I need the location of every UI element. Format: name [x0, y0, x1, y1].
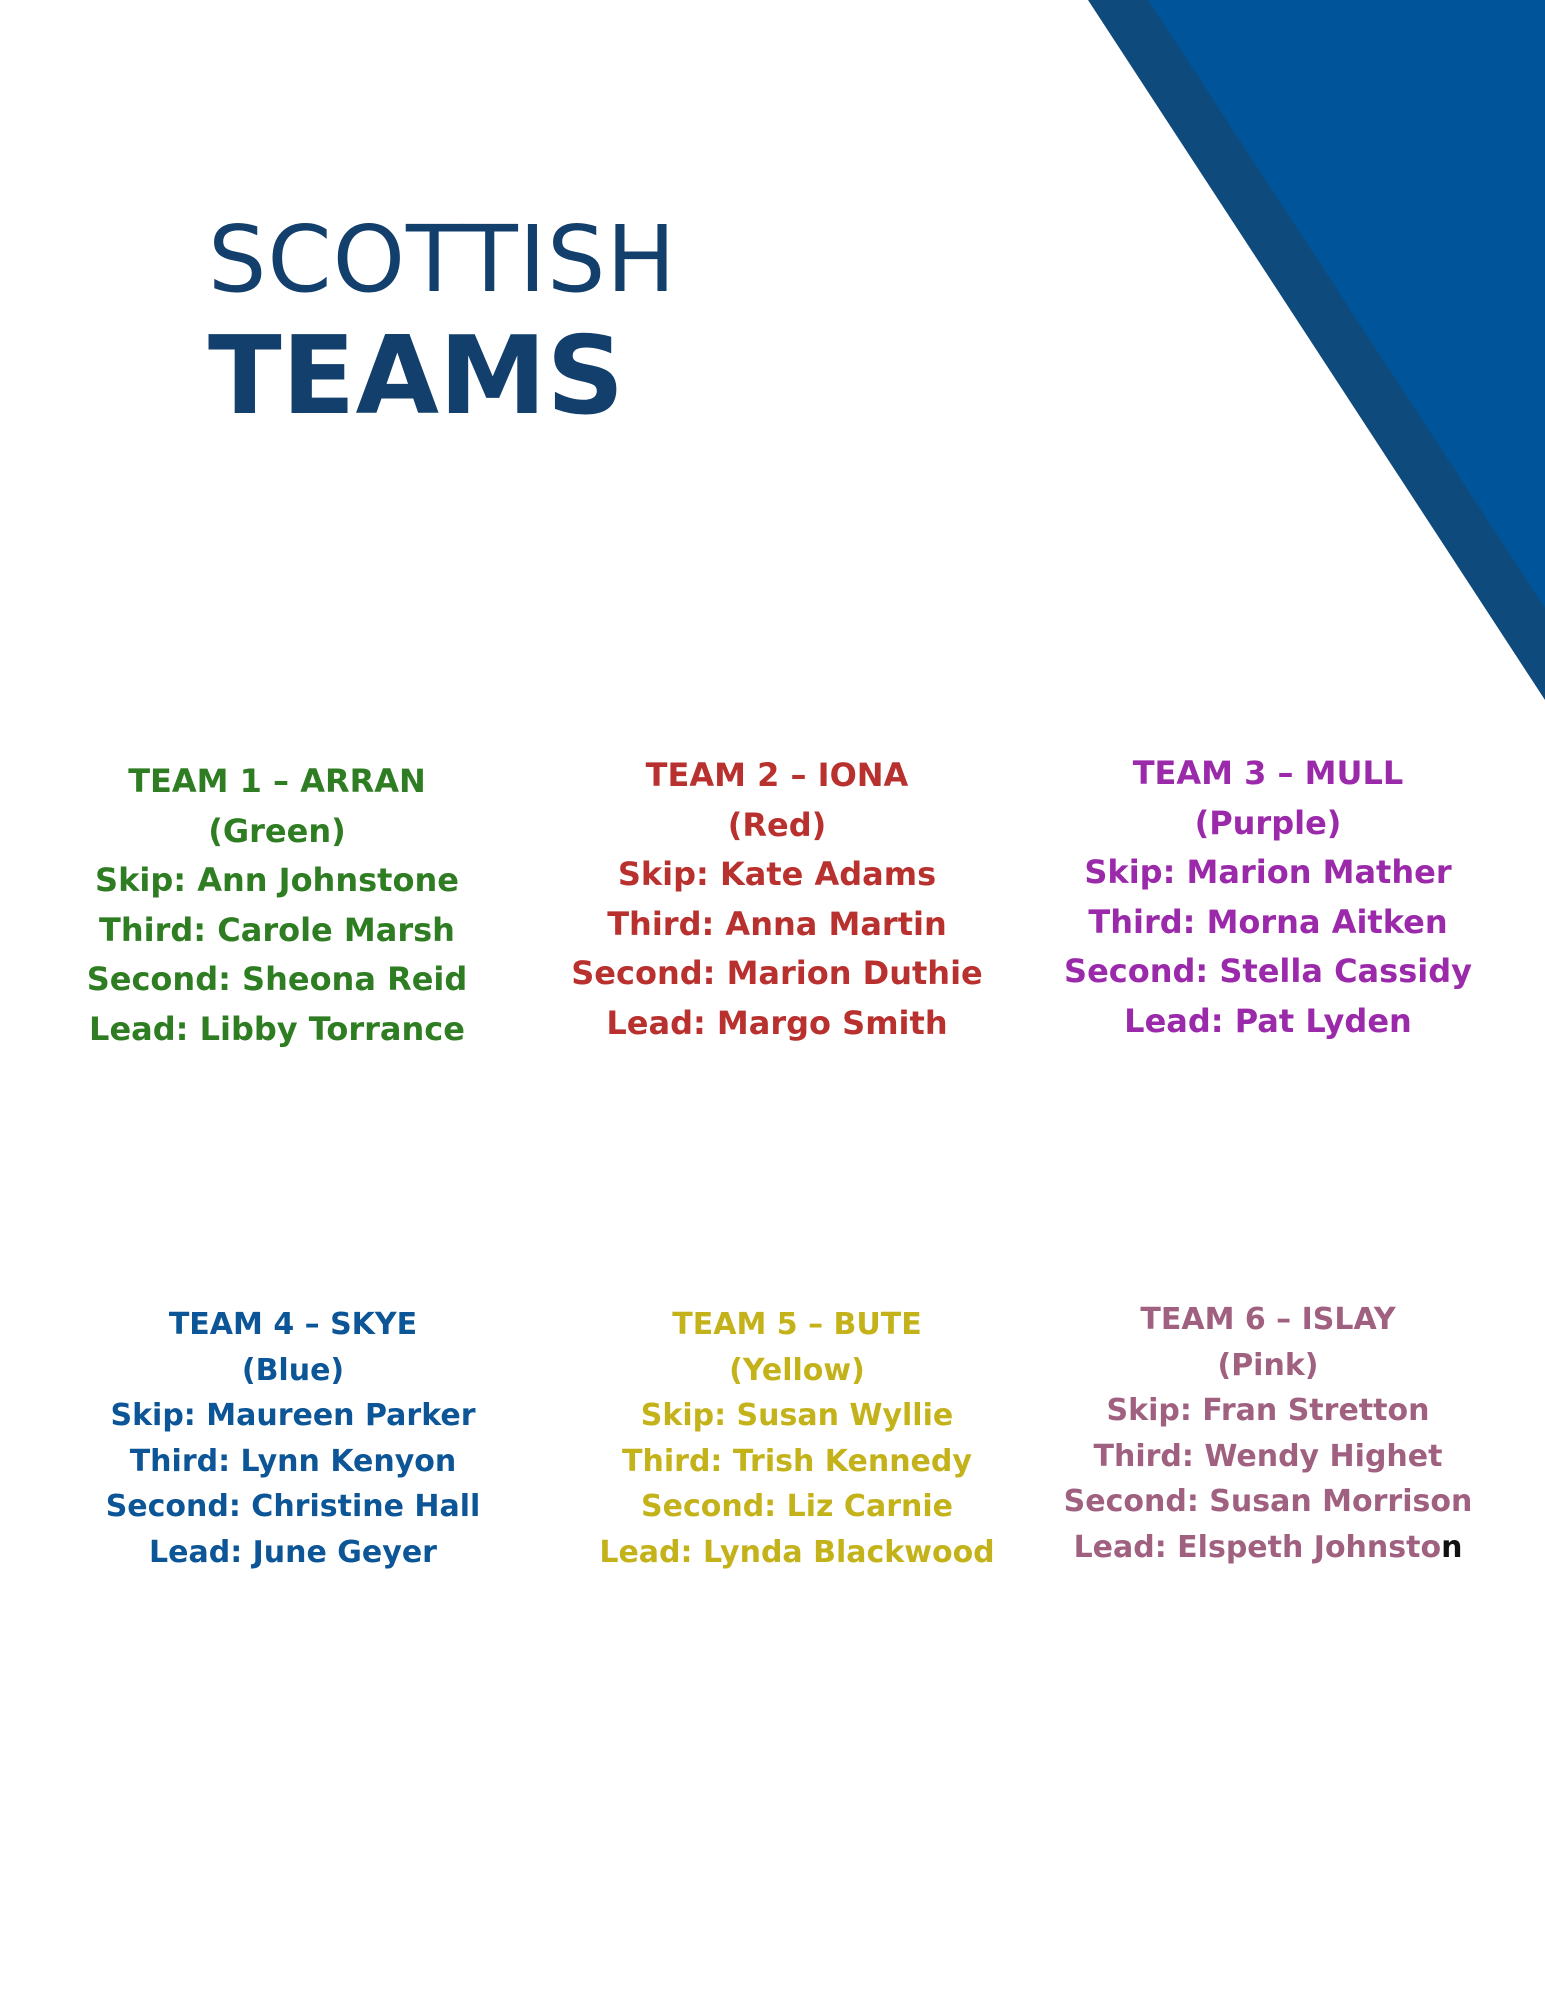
team-colour: (Green)	[208, 811, 346, 850]
team-skip: Skip: Marion Mather	[1084, 853, 1452, 891]
title-line-scottish: SCOTTISH	[208, 206, 677, 313]
team-skip: Skip: Kate Adams	[617, 855, 937, 893]
team-card-3	[1064, 749, 1472, 1046]
team-heading: TEAM 1 – ARRAN	[128, 762, 426, 800]
corner-stripe-light	[1148, 0, 1545, 608]
team-colour: (Red)	[727, 805, 827, 844]
team-lead-tail: n	[1441, 1529, 1463, 1565]
team-third: Third: Wendy Highet	[1093, 1438, 1443, 1474]
team-third: Third: Anna Martin	[607, 904, 947, 943]
team-card-2	[571, 751, 983, 1048]
team-skip: Skip: Ann Johnstone	[95, 861, 459, 899]
team-card-1	[87, 757, 468, 1054]
team-card-5	[599, 1302, 994, 1575]
team-heading: TEAM 4 – SKYE	[168, 1307, 418, 1342]
team-skip: Skip: Maureen Parker	[110, 1398, 476, 1433]
team-lead	[1064, 1525, 1473, 1571]
team-heading: TEAM 6 – ISLAY	[1140, 1302, 1396, 1337]
team-skip: Skip: Susan Wyllie	[640, 1398, 954, 1433]
team-third: Third: Lynn Kenyon	[129, 1443, 457, 1479]
team-third: Third: Trish Kennedy	[622, 1443, 972, 1479]
team-colour: (Purple)	[1194, 803, 1342, 842]
team-lead: Lead: Pat Lyden	[1124, 1001, 1412, 1040]
team-colour: (Pink)	[1217, 1347, 1319, 1383]
team-heading: TEAM 3 – MULL	[1132, 754, 1404, 792]
team-heading: TEAM 2 – IONA	[645, 756, 909, 794]
team-lead: Lead: Margo Smith	[606, 1003, 948, 1042]
team-second: Second: Susan Morrison	[1063, 1484, 1473, 1519]
team-second: Second: Sheona Reid	[86, 960, 468, 998]
team-card-4	[106, 1302, 481, 1575]
team-lead-main: Lead: Elspeth Johnsto	[1073, 1529, 1442, 1565]
team-lead: Lead: Lynda Blackwood	[599, 1534, 995, 1570]
team-second: Second: Marion Duthie	[571, 954, 983, 992]
page-title	[208, 205, 677, 441]
title-line-teams: TEAMS	[208, 314, 625, 439]
team-second: Second: Christine Hall	[105, 1489, 481, 1524]
team-skip: Skip: Fran Stretton	[1106, 1393, 1430, 1428]
corner-stripe-dark	[1088, 0, 1545, 700]
team-second: Second: Stella Cassidy	[1064, 952, 1472, 990]
team-third: Third: Carole Marsh	[99, 910, 455, 949]
team-colour: (Yellow)	[729, 1352, 865, 1388]
team-third: Third: Morna Aitken	[1088, 902, 1448, 941]
team-lead: Lead: June Geyer	[149, 1534, 437, 1570]
team-second: Second: Liz Carnie	[641, 1489, 953, 1524]
team-colour: (Blue)	[241, 1352, 345, 1388]
team-lead: Lead: Libby Torrance	[89, 1009, 465, 1048]
team-heading: TEAM 5 – BUTE	[672, 1307, 922, 1342]
team-card-6	[1064, 1297, 1473, 1570]
